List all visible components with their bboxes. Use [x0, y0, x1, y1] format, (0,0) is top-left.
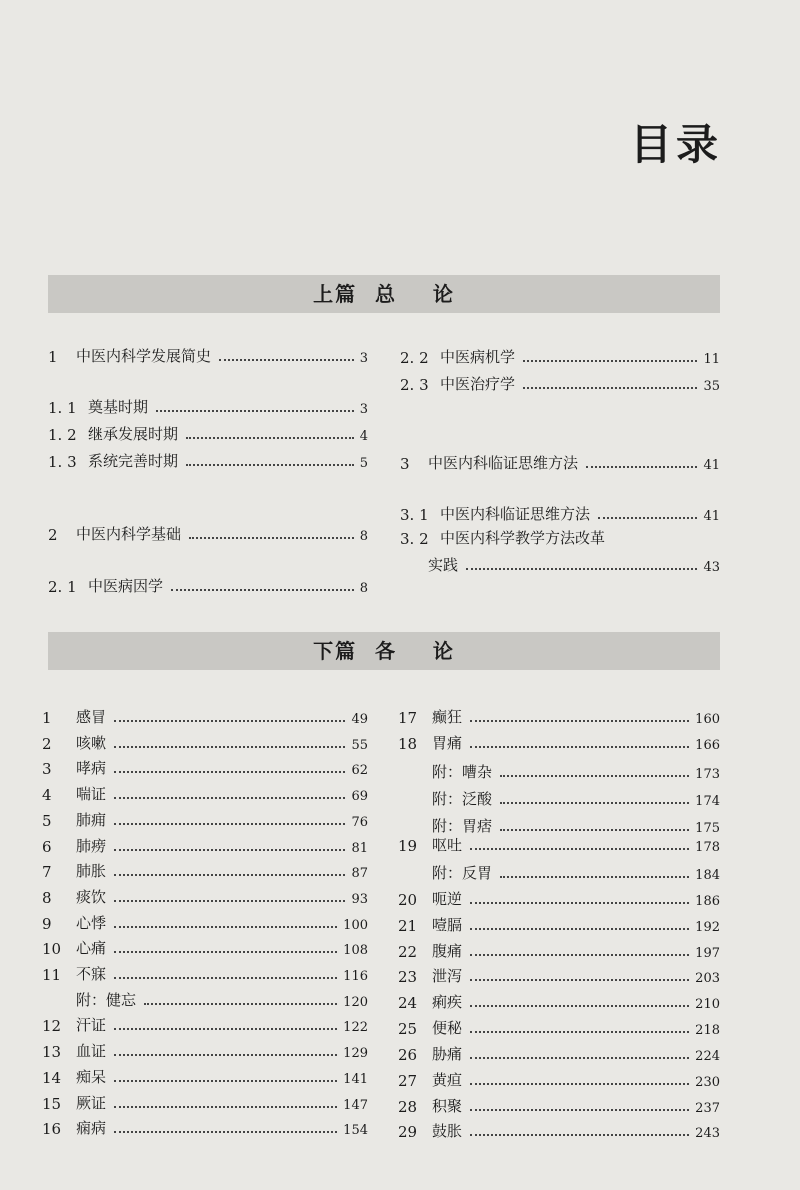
entry-page: 41	[703, 458, 720, 473]
entry-label: 肺痨	[76, 837, 107, 855]
entry-label: 痴呆	[76, 1068, 107, 1086]
toc-entry	[398, 861, 720, 883]
entry-label: 中医治疗学	[440, 375, 516, 393]
leader-dots	[114, 720, 345, 722]
toc-entry	[398, 939, 720, 961]
entry-page: 43	[703, 560, 720, 575]
leader-dots	[523, 387, 697, 389]
toc-entry	[400, 345, 720, 367]
entry-number: 6	[42, 838, 52, 856]
entry-label: 汗证	[76, 1016, 107, 1034]
entry-label: 心痛	[76, 939, 107, 957]
part2-heading-band	[48, 632, 720, 670]
entry-label: 系统完善时期	[88, 452, 179, 470]
entry-page: 178	[695, 840, 720, 855]
entry-label: 中医内科学基础	[76, 525, 182, 543]
entry-page: 122	[343, 1020, 368, 1035]
leader-dots	[500, 876, 689, 878]
entry-label: 血证	[76, 1042, 107, 1060]
entry-number: 24	[398, 994, 418, 1012]
entry-page: 3	[359, 402, 368, 417]
entry-page: 55	[351, 738, 368, 753]
leader-dots	[470, 848, 689, 850]
toc-entry	[48, 522, 368, 544]
entry-number: 14	[42, 1069, 62, 1087]
entry-number: 2	[42, 735, 52, 753]
entry-page: 174	[695, 794, 720, 809]
leader-dots	[186, 437, 354, 439]
toc-entry	[400, 372, 720, 394]
entry-label: 中医内科学发展简史	[76, 347, 212, 365]
entry-label: 肺胀	[76, 862, 107, 880]
entry-page: 186	[695, 894, 720, 909]
entry-label: 奠基时期	[88, 398, 149, 416]
leader-dots	[470, 746, 689, 748]
toc-entry	[398, 1016, 720, 1038]
toc-entry	[42, 988, 368, 1010]
leader-dots	[114, 849, 345, 851]
toc-entry	[42, 782, 368, 804]
toc-entry	[398, 787, 720, 809]
leader-dots	[500, 802, 689, 804]
leader-dots	[114, 823, 345, 825]
toc-entry	[48, 449, 368, 471]
entry-number: 8	[42, 889, 52, 907]
leader-dots	[470, 1134, 689, 1136]
entry-page: 141	[343, 1072, 368, 1087]
toc-entry	[398, 964, 720, 986]
leader-dots	[114, 1080, 337, 1082]
entry-label: 中医内科学教学方法改革	[440, 529, 606, 547]
toc-entry	[398, 887, 720, 909]
leader-dots	[114, 797, 345, 799]
leader-dots	[114, 771, 345, 773]
toc-entry	[42, 859, 368, 881]
entry-label: 哮病	[76, 759, 107, 777]
entry-page: 175	[695, 821, 720, 836]
entry-label: 感冒	[76, 708, 107, 726]
part1-heading-band	[48, 275, 720, 313]
entry-number: 3	[42, 760, 52, 778]
entry-page: 192	[695, 920, 720, 935]
entry-number: 7	[42, 863, 52, 881]
part1-heading: 上篇 总 论	[313, 282, 455, 306]
entry-number: 1	[42, 709, 52, 727]
entry-page: 173	[695, 767, 720, 782]
entry-label: 鼓胀	[432, 1122, 463, 1140]
entry-page: 184	[695, 868, 720, 883]
toc-entry	[400, 526, 720, 548]
entry-label: 中医内科临证思维方法	[428, 454, 579, 472]
entry-page: 147	[343, 1098, 368, 1113]
entry-number: 26	[398, 1046, 418, 1064]
entry-label: 痢疾	[432, 993, 463, 1011]
toc-entry	[48, 422, 368, 444]
toc-entry	[42, 1091, 368, 1113]
leader-dots	[114, 874, 345, 876]
entry-label: 附：健忘	[76, 991, 137, 1009]
entry-page: 230	[695, 1075, 720, 1090]
entry-page: 49	[351, 712, 368, 727]
entry-number: 9	[42, 915, 52, 933]
entry-label: 呃逆	[432, 890, 463, 908]
entry-number: 19	[398, 837, 418, 855]
entry-label: 附：嘈杂	[432, 763, 493, 781]
entry-page: 243	[695, 1126, 720, 1141]
entry-label: 中医病机学	[440, 348, 516, 366]
page-title: 目录	[629, 120, 722, 169]
leader-dots	[114, 1054, 337, 1056]
toc-entry	[398, 1094, 720, 1116]
leader-dots	[470, 1005, 689, 1007]
leader-dots	[186, 464, 354, 466]
entry-page: 224	[695, 1049, 720, 1064]
toc-entry	[42, 1039, 368, 1061]
entry-label: 中医病因学	[88, 577, 164, 595]
entry-page: 69	[351, 789, 368, 804]
toc-entry	[398, 833, 720, 855]
entry-page: 11	[703, 352, 720, 367]
entry-label: 呕吐	[432, 836, 463, 854]
entry-label: 腹痛	[432, 942, 463, 960]
entry-number: 1. 2	[48, 426, 77, 444]
toc-entry	[48, 574, 368, 596]
entry-number: 3. 2	[400, 530, 429, 548]
entry-page: 154	[343, 1123, 368, 1138]
entry-number: 15	[42, 1095, 62, 1113]
entry-page: 8	[359, 581, 368, 596]
leader-dots	[114, 951, 337, 953]
entry-number: 2. 3	[400, 376, 429, 394]
leader-dots	[219, 359, 354, 361]
entry-number: 17	[398, 709, 418, 727]
toc-entry	[398, 1068, 720, 1090]
entry-label: 附：泛酸	[432, 790, 493, 808]
toc-entry	[398, 1119, 720, 1141]
entry-page: 87	[351, 866, 368, 881]
toc-entry	[42, 834, 368, 856]
entry-number: 2	[48, 526, 58, 544]
toc-entry	[398, 705, 720, 727]
entry-number: 29	[398, 1123, 418, 1141]
entry-number: 28	[398, 1098, 418, 1116]
entry-label: 心悸	[76, 914, 107, 932]
leader-dots	[189, 537, 354, 539]
entry-number: 13	[42, 1043, 62, 1061]
entry-label: 便秘	[432, 1019, 463, 1037]
entry-page: 166	[695, 738, 720, 753]
toc-entry	[398, 731, 720, 753]
toc-entry	[42, 808, 368, 830]
entry-label: 积聚	[432, 1097, 463, 1115]
entry-label: 中医内科临证思维方法	[440, 505, 591, 523]
entry-label: 继承发展时期	[88, 425, 179, 443]
leader-dots	[470, 1083, 689, 1085]
toc-entry	[48, 344, 368, 366]
toc-entry	[42, 705, 368, 727]
entry-page: 8	[359, 529, 368, 544]
entry-number: 16	[42, 1120, 62, 1138]
entry-label: 痫病	[76, 1119, 107, 1137]
entry-label: 泄泻	[432, 967, 463, 985]
entry-label: 实践	[428, 556, 459, 574]
entry-page: 120	[343, 995, 368, 1010]
leader-dots	[470, 720, 689, 722]
entry-label: 肺痈	[76, 811, 107, 829]
leader-dots	[470, 1057, 689, 1059]
entry-page: 160	[695, 712, 720, 727]
entry-page: 93	[351, 892, 368, 907]
leader-dots	[171, 589, 354, 591]
entry-page: 203	[695, 971, 720, 986]
entry-page: 76	[351, 815, 368, 830]
entry-number: 10	[42, 940, 62, 958]
entry-page: 35	[703, 379, 720, 394]
entry-number: 1. 1	[48, 399, 77, 417]
leader-dots	[500, 775, 689, 777]
entry-label: 噎膈	[432, 916, 463, 934]
entry-number: 27	[398, 1072, 418, 1090]
leader-dots	[114, 746, 345, 748]
leader-dots	[156, 410, 354, 412]
entry-label: 厥证	[76, 1094, 107, 1112]
leader-dots	[114, 1131, 337, 1133]
entry-page: 237	[695, 1101, 720, 1116]
toc-entry	[42, 756, 368, 778]
leader-dots	[114, 926, 337, 928]
part2-heading: 下篇 各 论	[313, 639, 455, 663]
entry-page: 116	[343, 969, 368, 984]
entry-label: 附：胃痞	[432, 817, 493, 835]
leader-dots	[470, 902, 689, 904]
toc-entry	[42, 936, 368, 958]
toc-entry	[42, 911, 368, 933]
leader-dots	[470, 1031, 689, 1033]
entry-page: 5	[359, 456, 368, 471]
toc-entry	[42, 731, 368, 753]
entry-number: 1. 3	[48, 453, 77, 471]
entry-label: 胁痛	[432, 1045, 463, 1063]
entry-page: 210	[695, 997, 720, 1012]
leader-dots	[470, 928, 689, 930]
entry-number: 1	[48, 348, 58, 366]
entry-label: 黄疸	[432, 1071, 463, 1089]
entry-label: 咳嗽	[76, 734, 107, 752]
entry-page: 4	[359, 429, 368, 444]
toc-entry	[400, 451, 720, 473]
entry-page: 3	[359, 351, 368, 366]
entry-number: 3	[400, 455, 410, 473]
leader-dots	[470, 979, 689, 981]
entry-label: 附：反胃	[432, 864, 493, 882]
entry-label: 喘证	[76, 785, 107, 803]
leader-dots	[466, 568, 697, 570]
entry-number: 23	[398, 968, 418, 986]
entry-number: 18	[398, 735, 418, 753]
entry-number: 2. 1	[48, 578, 77, 596]
entry-number: 20	[398, 891, 418, 909]
entry-label: 痰饮	[76, 888, 107, 906]
toc-entry	[42, 1013, 368, 1035]
leader-dots	[114, 1106, 337, 1108]
leader-dots	[470, 954, 689, 956]
entry-label: 不寐	[76, 965, 107, 983]
toc-entry	[398, 990, 720, 1012]
toc-entry	[400, 502, 720, 524]
leader-dots	[523, 360, 697, 362]
entry-page: 81	[351, 841, 368, 856]
entry-number: 3. 1	[400, 506, 429, 524]
entry-number: 11	[42, 966, 62, 984]
toc-entry	[42, 962, 368, 984]
leader-dots	[114, 1028, 337, 1030]
entry-number: 2. 2	[400, 349, 429, 367]
entry-number: 22	[398, 943, 418, 961]
leader-dots	[470, 1109, 689, 1111]
entry-label: 癫狂	[432, 708, 463, 726]
toc-entry	[42, 885, 368, 907]
toc-entry	[398, 1042, 720, 1064]
entry-page: 100	[343, 918, 368, 933]
toc-entry	[42, 1116, 368, 1138]
entry-number: 5	[42, 812, 52, 830]
entry-number: 4	[42, 786, 52, 804]
leader-dots	[114, 900, 345, 902]
toc-entry	[398, 760, 720, 782]
entry-page: 41	[703, 509, 720, 524]
toc-entry	[48, 395, 368, 417]
leader-dots	[114, 977, 337, 979]
entry-page: 218	[695, 1023, 720, 1038]
leader-dots	[144, 1003, 337, 1005]
entry-label: 胃痛	[432, 734, 463, 752]
toc-entry	[42, 1065, 368, 1087]
leader-dots	[500, 829, 689, 831]
entry-number: 12	[42, 1017, 62, 1035]
entry-number: 25	[398, 1020, 418, 1038]
leader-dots	[598, 517, 697, 519]
entry-page: 129	[343, 1046, 368, 1061]
leader-dots	[586, 466, 697, 468]
entry-page: 197	[695, 946, 720, 961]
entry-number: 21	[398, 917, 418, 935]
entry-page: 62	[351, 763, 368, 778]
toc-entry	[400, 553, 720, 575]
entry-page: 108	[343, 943, 368, 958]
toc-entry	[398, 913, 720, 935]
